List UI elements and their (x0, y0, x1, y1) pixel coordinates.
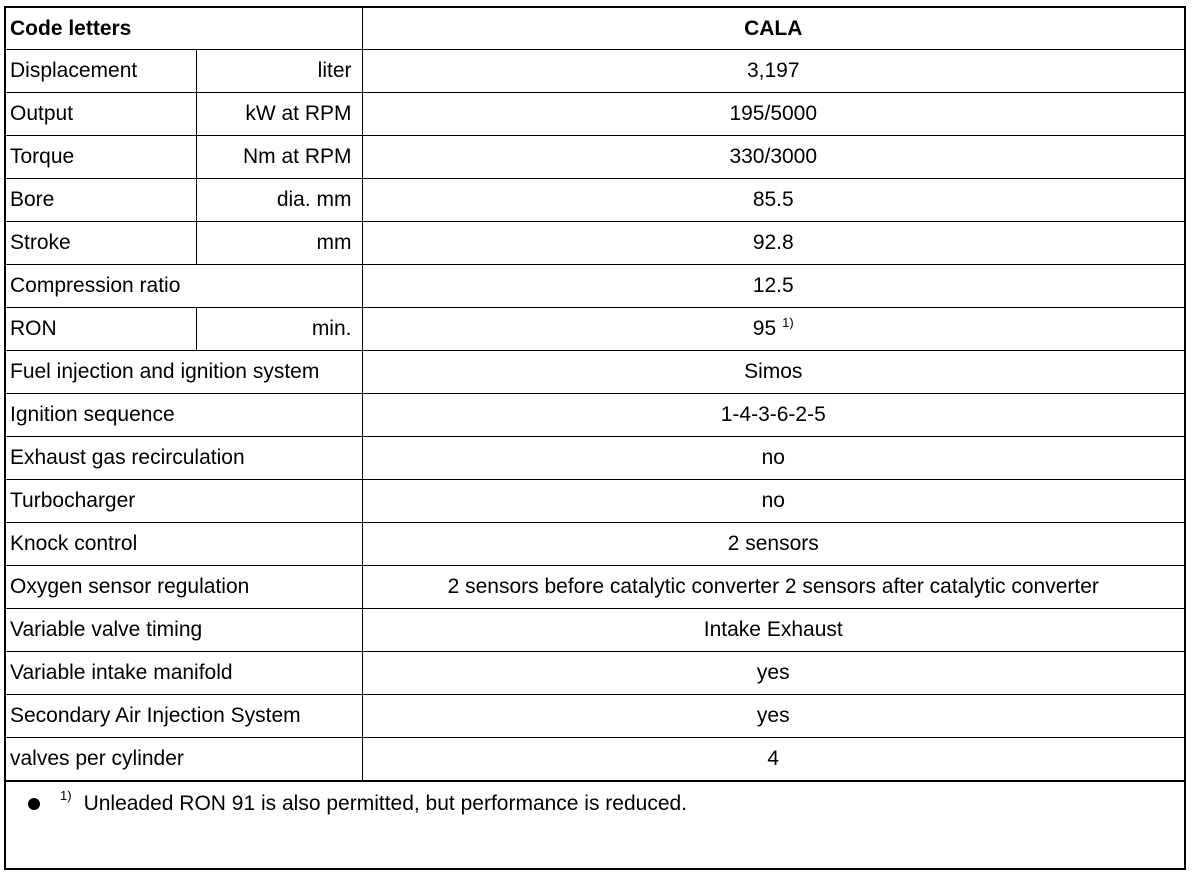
spec-value (362, 523, 1184, 566)
spec-value (362, 222, 1184, 265)
spec-value (362, 179, 1184, 222)
spec-value-text: Simos (744, 360, 803, 383)
footnote-text: Unleaded RON 91 is also permitted, but performance is reduced. (83, 792, 688, 815)
table-row (6, 351, 1184, 394)
spec-value-text: 95 (752, 317, 777, 340)
table-row (6, 222, 1184, 265)
spec-label: Variable valve timing (6, 609, 362, 652)
spec-value (362, 738, 1184, 782)
spec-label: valves per cylinder (6, 738, 362, 782)
spec-value (362, 265, 1184, 308)
spec-value (362, 93, 1184, 136)
spec-value (362, 308, 1184, 351)
spec-label: Stroke (6, 222, 196, 265)
spec-label: Output (6, 93, 196, 136)
table-row (6, 265, 1184, 308)
footnote-mark: 1) (782, 315, 794, 330)
spec-label: Torque (6, 136, 196, 179)
spec-unit: dia. mm (196, 179, 362, 222)
table-row (6, 695, 1184, 738)
spec-value (362, 695, 1184, 738)
spec-value-text: 2 sensors before catalytic converter 2 sensors after catalytic converter (447, 575, 1099, 598)
table-row (6, 566, 1184, 609)
spec-value-text: 3,197 (746, 59, 800, 82)
spec-unit: min. (196, 308, 362, 351)
spec-label: Exhaust gas recirculation (6, 437, 362, 480)
table-row (6, 308, 1184, 351)
spec-table (6, 8, 1184, 782)
spec-value-text: 92.8 (752, 231, 794, 254)
spec-label: Turbocharger (6, 480, 362, 523)
spec-label: Oxygen sensor regulation (6, 566, 362, 609)
engine-spec-sheet (4, 6, 1186, 870)
spec-unit: liter (196, 50, 362, 93)
spec-unit: mm (196, 222, 362, 265)
table-row (6, 394, 1184, 437)
header-value: CALA (362, 8, 1184, 50)
spec-value (362, 394, 1184, 437)
spec-value-text: yes (756, 704, 790, 727)
spec-value (362, 566, 1184, 609)
table-row (6, 480, 1184, 523)
spec-label: Ignition sequence (6, 394, 362, 437)
spec-value (362, 609, 1184, 652)
spec-value-text: yes (756, 661, 790, 684)
spec-value (362, 50, 1184, 93)
table-row (6, 179, 1184, 222)
spec-value (362, 480, 1184, 523)
spec-value-text: 85.5 (752, 188, 794, 211)
spec-value (362, 136, 1184, 179)
spec-unit: Nm at RPM (196, 136, 362, 179)
bullet-icon (28, 798, 40, 810)
footnote (28, 787, 688, 816)
spec-value-text: Intake Exhaust (703, 618, 843, 641)
header-label: Code letters (6, 8, 362, 50)
spec-label: RON (6, 308, 196, 351)
spec-value-text: no (761, 446, 785, 469)
spec-label: Bore (6, 179, 196, 222)
spec-value-text: 12.5 (752, 274, 794, 297)
spec-label: Secondary Air Injection System (6, 695, 362, 738)
table-row (6, 738, 1184, 782)
spec-label: Displacement (6, 50, 196, 93)
table-row (6, 136, 1184, 179)
spec-value-text: 2 sensors (727, 532, 819, 555)
footnote-mark: 1) (60, 787, 72, 803)
spec-value (362, 652, 1184, 695)
table-row (6, 93, 1184, 136)
spec-value (362, 437, 1184, 480)
spec-unit: kW at RPM (196, 93, 362, 136)
spec-value-text: no (761, 489, 785, 512)
table-row (6, 523, 1184, 566)
table-row (6, 652, 1184, 695)
spec-label: Variable intake manifold (6, 652, 362, 695)
spec-label: Fuel injection and ignition system (6, 351, 362, 394)
table-row (6, 437, 1184, 480)
spec-label: Knock control (6, 523, 362, 566)
header-row (6, 8, 1184, 50)
spec-value-text: 330/3000 (729, 145, 818, 168)
spec-label: Compression ratio (6, 265, 362, 308)
spec-value-text: 195/5000 (729, 102, 818, 125)
spec-value-text: 4 (767, 747, 780, 770)
table-row (6, 609, 1184, 652)
spec-value-text: 1-4-3-6-2-5 (720, 403, 826, 426)
spec-value (362, 351, 1184, 394)
table-row (6, 50, 1184, 93)
